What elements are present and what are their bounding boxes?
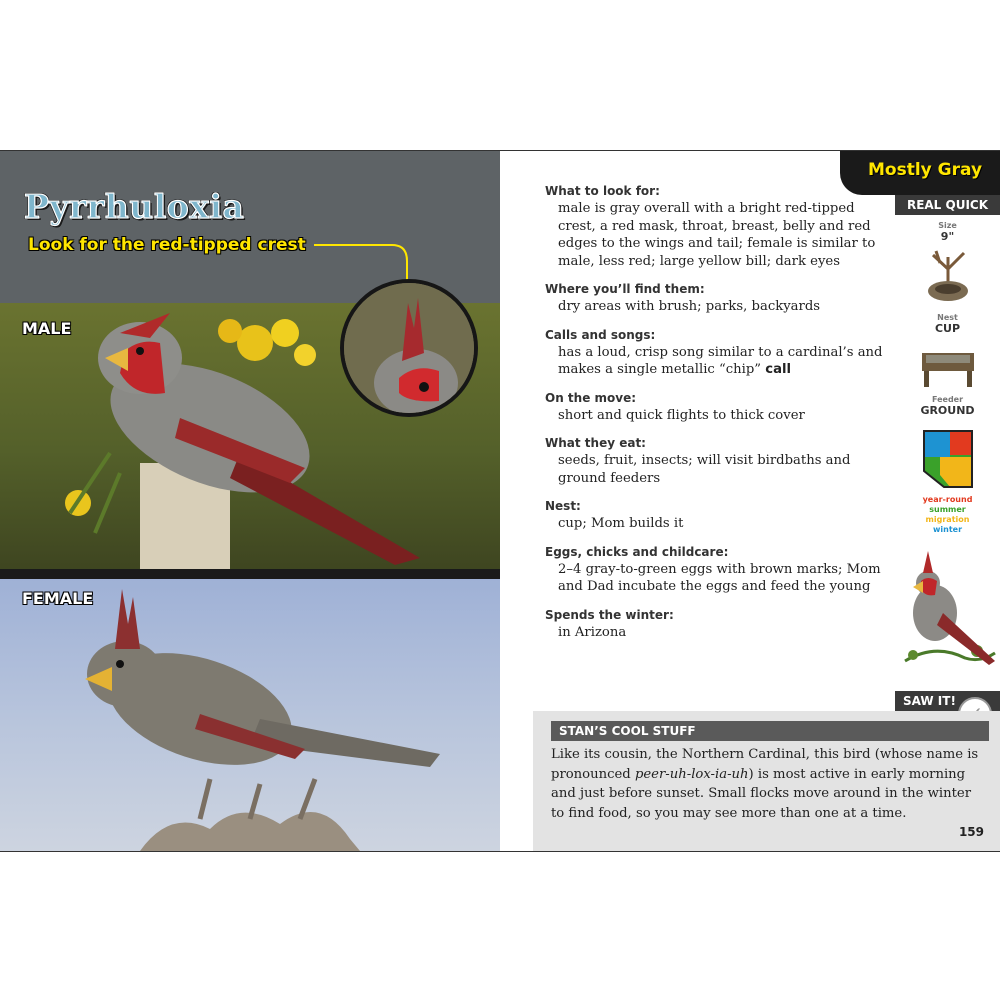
section-heading: On the move: <box>545 390 637 405</box>
species-title: Pyrrhuloxia <box>24 187 245 226</box>
small-bird-illustration <box>895 543 1000 673</box>
section-on-the-move <box>545 390 890 425</box>
section-heading: Calls and songs: <box>545 327 656 342</box>
legend-year-round: year-round <box>922 495 973 504</box>
section-calls <box>545 327 890 379</box>
section-heading: Eggs, chicks and childcare: <box>545 544 729 559</box>
nest-label: Nest <box>937 313 958 322</box>
section-body: male is gray overall with a bright red-tipped crest, a red mask, throat, breast, belly and red edges to the wings and tail; female is similar to male, less red; large yellow bill; dark eyes <box>558 201 876 269</box>
category-label: Mostly Gray <box>868 160 983 180</box>
male-label: MALE <box>22 319 72 338</box>
crest-closeup <box>340 279 478 417</box>
section-heading: What they eat: <box>545 436 646 450</box>
section-body: 2–4 gray-to-green eggs with brown marks; Mom and Dad incubate the eggs and feed the young <box>558 561 881 594</box>
quick-facts-sidebar <box>895 215 1000 695</box>
section-body-wrap <box>545 344 890 379</box>
section-body: dry areas with brush; parks, backyards <box>558 299 821 314</box>
cool-stuff-text-end: ) is most active in early morning and just before sunset. Small flocks move around in the winter to find food, so you may see more than one at a time. <box>551 766 972 821</box>
section-eggs <box>545 544 890 596</box>
section-habitat <box>545 281 890 316</box>
ground-feeder-icon <box>916 343 980 391</box>
page-number: 159 <box>958 825 984 839</box>
female-photo <box>0 579 500 851</box>
section-body: in Arizona <box>558 624 627 640</box>
call-link: call <box>765 362 792 377</box>
female-label: FEMALE <box>22 589 94 608</box>
cool-stuff-body <box>551 745 981 823</box>
saw-it-label: SAW IT! <box>895 691 1000 711</box>
left-page <box>0 151 501 851</box>
right-page <box>500 151 1000 851</box>
section-heading: What to look for: <box>545 184 660 198</box>
look-for-caption: Look for the red-tipped crest <box>28 235 306 255</box>
cool-stuff-heading: STAN’S COOL STUFF <box>551 721 989 741</box>
species-facts <box>545 183 890 652</box>
book-spread <box>0 150 1000 852</box>
section-body: short and quick flights to thick cover <box>558 407 805 423</box>
section-body: seeds, fruit, insects; will visit birdbaths and ground feeders <box>558 453 851 486</box>
legend-summer: summer <box>929 505 966 514</box>
nest-icon <box>918 249 978 309</box>
legend-migration: migration <box>925 515 970 524</box>
section-heading: Nest: <box>545 499 581 513</box>
size-label: Size <box>938 221 957 230</box>
section-nest <box>545 498 890 533</box>
section-heading: Where you’ll find them: <box>545 282 705 296</box>
feeder-value: GROUND <box>920 404 975 417</box>
real-quick-header: REAL QUICK <box>895 195 1000 215</box>
section-winter <box>545 607 890 642</box>
legend-winter: winter <box>932 525 963 534</box>
cool-stuff-text: Like its cousin, the Northern Cardinal, this bird (whose name is pronounced <box>551 747 979 782</box>
pronunciation: peer-uh-lox-ia-uh <box>634 766 749 782</box>
feeder-label: Feeder <box>931 395 964 404</box>
range-map-icon <box>920 427 976 491</box>
female-bird-illustration <box>0 579 500 851</box>
section-body: cup; Mom builds it <box>558 516 684 531</box>
section-body: has a loud, crisp song similar to a cardinal’s and makes a single metallic “chip” <box>558 344 883 377</box>
section-diet <box>545 435 890 487</box>
crest-closeup-illustration <box>344 283 474 413</box>
cool-stuff-box <box>533 711 1000 851</box>
size-value: 9" <box>940 230 955 243</box>
nest-value: CUP <box>934 322 961 335</box>
section-look-for <box>545 183 890 270</box>
section-heading: Spends the winter: <box>545 607 674 622</box>
